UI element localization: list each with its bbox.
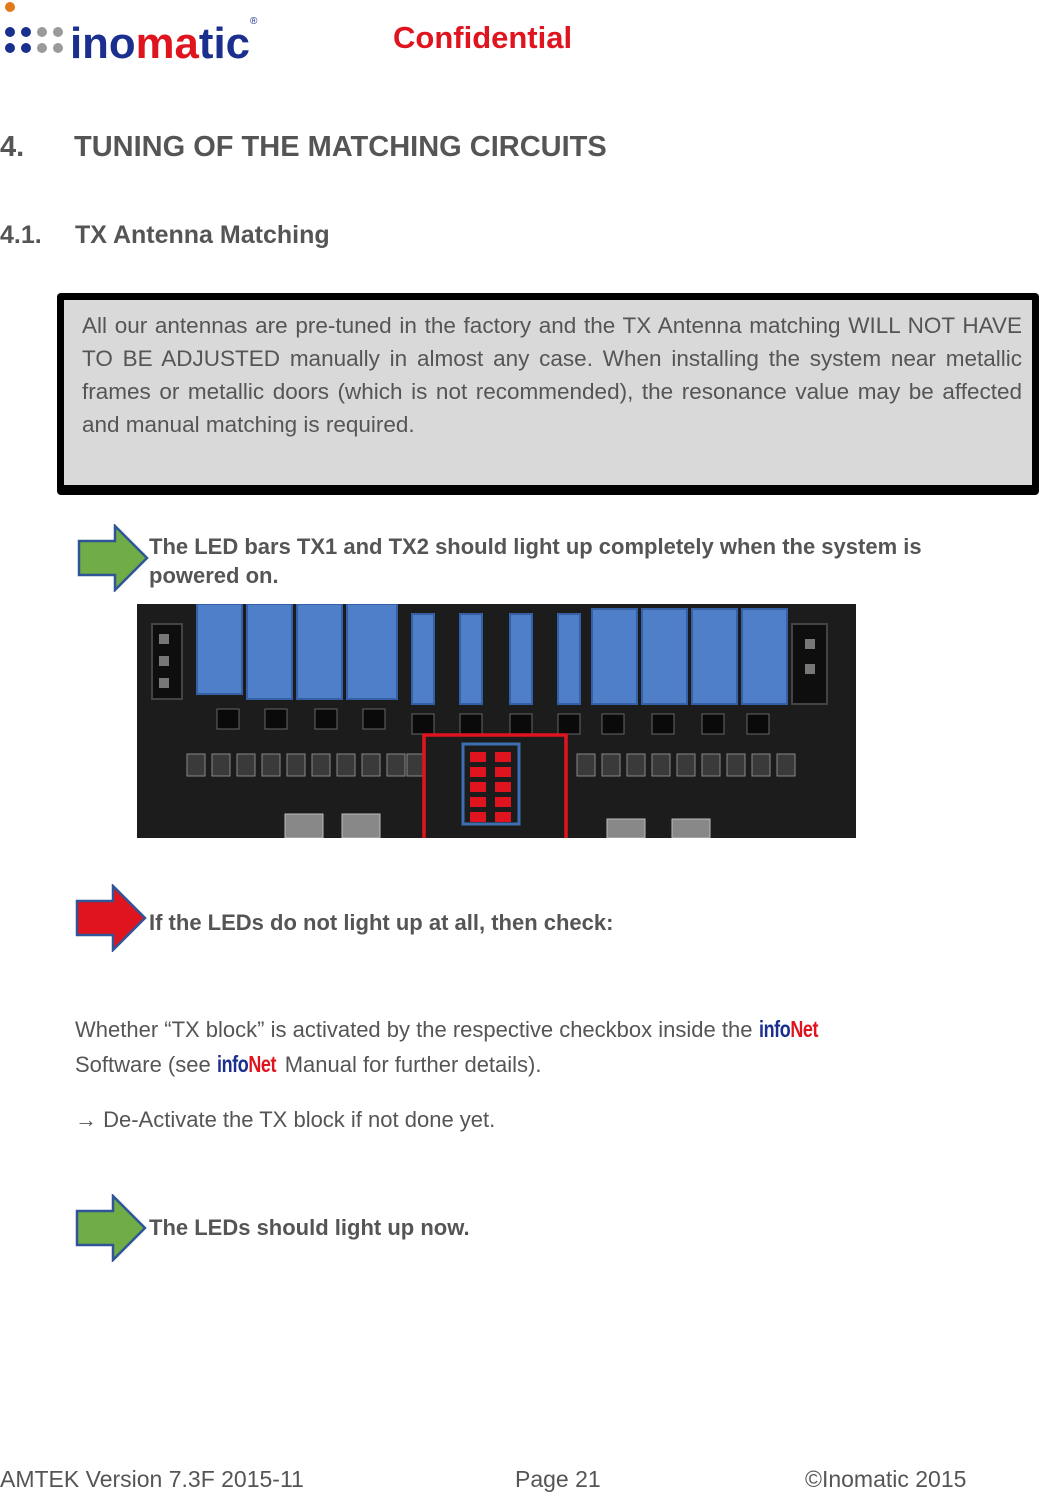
paragraph-deactivate: → De-Activate the TX block if not done yet. [75, 1107, 496, 1132]
section-title: TUNING OF THE MATCHING CIRCUITS [74, 131, 607, 163]
callout-leds-not-lit: If the LEDs do not light up at all, then check: [149, 910, 614, 935]
paragraph-text: Software (see [75, 1052, 211, 1077]
subsection-number: 4.1. [0, 221, 42, 249]
footer-page-number: Page 21 [515, 1466, 601, 1492]
red-arrow-icon [75, 884, 147, 952]
green-arrow-icon [77, 524, 149, 592]
section-number: 4. [0, 131, 25, 163]
paragraph-tx-block [75, 1012, 975, 1082]
paragraph-text: Whether “TX block” is activated by the respective checkbox inside the [75, 1017, 753, 1042]
note-text: All our antennas are pre-tuned in the factory and the TX Antenna matching WILL NOT HAVE TO BE ADJUSTED manually in almost any case. When installing the system near metallic frames or metallic doors (which is not recommended), the resonance value may be affected and manual matching is required. [82, 313, 1022, 437]
confidential-label: Confidential [393, 20, 573, 55]
callout-leds-light-up: The LEDs should light up now. [149, 1215, 470, 1240]
inomatic-logo [2, 0, 264, 66]
pcb-photo [137, 604, 856, 838]
footer-copyright: ©Inomatic 2015 [805, 1466, 967, 1492]
subsection-title: TX Antenna Matching [75, 221, 330, 249]
footer-version: AMTEK Version 7.3F 2015-11 [0, 1466, 304, 1492]
paragraph-text: Manual for further details). [284, 1052, 542, 1077]
svg-text:®: ® [250, 16, 258, 27]
callout-led-bars: The LED bars TX1 and TX2 should light up completely when the system is powered on. [149, 534, 922, 588]
green-arrow-icon [75, 1194, 147, 1262]
infonet-brand: infoNet [758, 1016, 818, 1042]
svg-text:inomatic: inomatic [70, 19, 251, 66]
infonet-brand: infoNet [216, 1051, 276, 1077]
section-heading [0, 131, 607, 164]
subsection-heading [0, 221, 330, 250]
